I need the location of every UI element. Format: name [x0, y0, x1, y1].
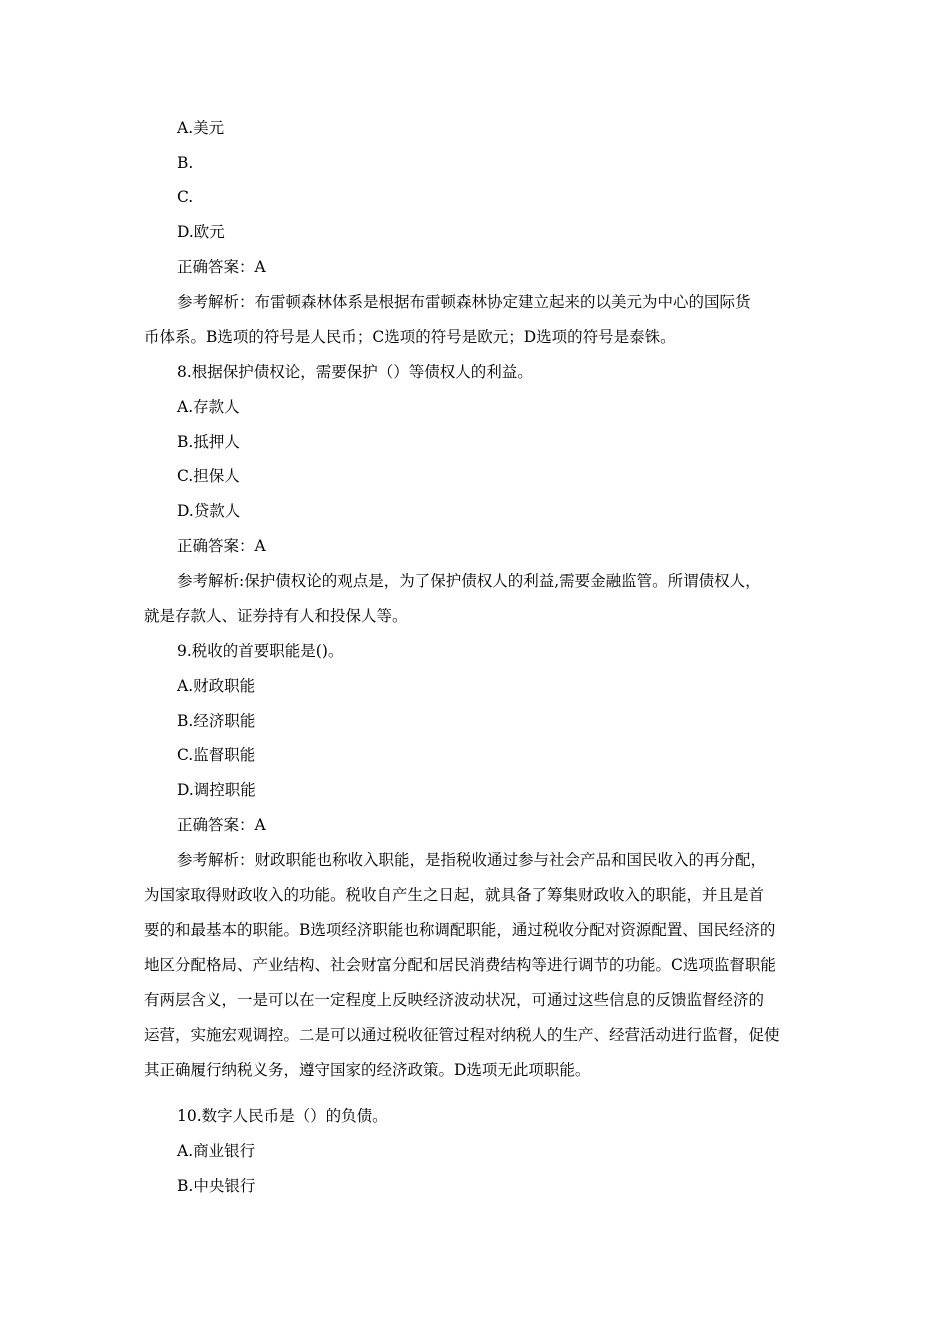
q7-option-a: A.美元	[177, 119, 225, 137]
q9-question: 9.税收的首要职能是()。	[177, 642, 344, 660]
q9-option-a: A.财政职能	[177, 677, 256, 695]
q7-analysis-line-1: 参考解析：布雷顿森林体系是根据布雷顿森林协定建立起来的以美元为中心的国际货	[177, 293, 751, 311]
q7-option-c: C.	[177, 188, 194, 206]
q8-option-c: C.担保人	[177, 467, 240, 485]
q8-option-b: B.抵押人	[177, 433, 240, 451]
q9-analysis-line-5: 有两层含义，一是可以在一定程度上反映经济波动状况，可通过这些信息的反馈监督经济的	[144, 991, 765, 1009]
q9-answer: 正确答案：A	[177, 816, 266, 834]
q9-analysis-line-3: 要的和最基本的职能。B选项经济职能也称调配职能，通过税收分配对资源配置、国民经济的	[144, 921, 776, 939]
q7-analysis-line-2: 币体系。B选项的符号是人民币；C选项的符号是欧元；D选项的符号是泰铢。	[144, 328, 676, 346]
q10-option-b: B.中央银行	[177, 1177, 256, 1195]
q10-question: 10.数字人民币是（）的负债。	[177, 1107, 388, 1125]
q9-analysis-line-7: 其正确履行纳税义务，遵守国家的经济政策。D选项无此项职能。	[144, 1061, 591, 1079]
q9-analysis-line-4: 地区分配格局、产业结构、社会财富分配和居民消费结构等进行调节的功能。C选项监督职能	[144, 956, 776, 974]
q7-option-b: B.	[177, 154, 194, 172]
q9-option-c: C.监督职能	[177, 746, 256, 764]
q8-question: 8.根据保护债权论，需要保护（）等债权人的利益。	[177, 363, 533, 381]
q7-option-d: D.欧元	[177, 223, 225, 241]
q8-answer: 正确答案：A	[177, 537, 266, 555]
q8-option-a: A.存款人	[177, 398, 240, 416]
q9-analysis-line-6: 运营，实施宏观调控。二是可以通过税收征管过程对纳税人的生产、经营活动进行监督，促使	[144, 1026, 780, 1044]
q9-analysis-line-2: 为国家取得财政收入的功能。税收自产生之日起，就具备了筹集财政收入的职能，并且是首	[144, 886, 765, 904]
q9-option-d: D.调控职能	[177, 781, 256, 799]
q8-analysis-line-2: 就是存款人、证券持有人和投保人等。	[144, 607, 408, 625]
q8-option-d: D.贷款人	[177, 502, 241, 520]
q8-analysis-line-1: 参考解析:保护债权论的观点是，为了保护债权人的利益,需要金融监管。所谓债权人，	[177, 572, 761, 590]
q9-option-b: B.经济职能	[177, 712, 256, 730]
q10-option-a: A.商业银行	[177, 1142, 256, 1160]
q9-analysis-line-1: 参考解析：财政职能也称收入职能，是指税收通过参与社会产品和国民收入的再分配，	[177, 851, 767, 869]
q7-answer: 正确答案：A	[177, 258, 266, 276]
